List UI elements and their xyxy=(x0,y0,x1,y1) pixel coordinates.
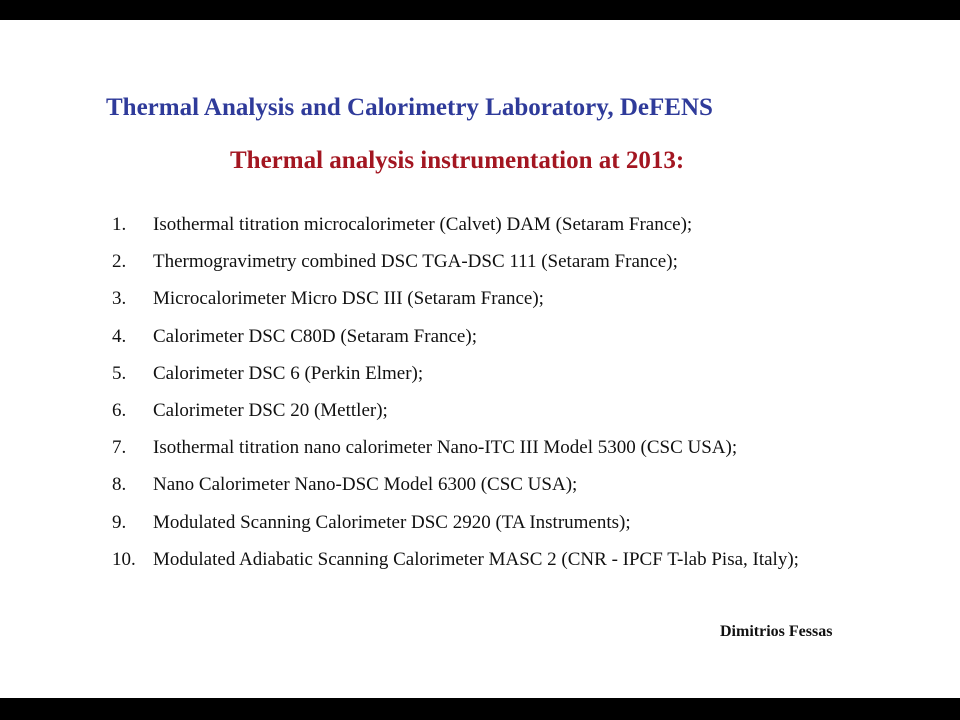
list-item-number: 5. xyxy=(112,362,127,384)
list-item-text: Nano Calorimeter Nano-DSC Model 6300 (CSC USA); xyxy=(153,474,578,496)
author-name: Dimitrios Fessas xyxy=(720,623,833,640)
list-item-number: 4. xyxy=(112,325,127,347)
list-item-text: Calorimeter DSC 6 (Perkin Elmer); xyxy=(153,362,424,384)
list-item-text: Microcalorimeter Micro DSC III (Setaram France); xyxy=(153,288,544,310)
slide xyxy=(0,20,960,698)
list-item-number: 7. xyxy=(112,437,127,459)
list-item-text: Calorimeter DSC C80D (Setaram France); xyxy=(153,325,477,347)
list-item-text: Modulated Adiabatic Scanning Calorimeter MASC 2 (CNR - IPCF T-lab Pisa, Italy); xyxy=(153,548,799,570)
list-item-number: 8. xyxy=(112,474,127,496)
list-item-number: 2. xyxy=(112,251,127,273)
slide-subtitle: Thermal analysis instrumentation at 2013: xyxy=(230,147,685,174)
list-item-number: 3. xyxy=(112,288,127,310)
list-item-number: 9. xyxy=(112,511,127,533)
list-item-number: 1. xyxy=(112,214,127,235)
list-item-text: Isothermal titration microcalorimeter (Calvet) DAM (Setaram France); xyxy=(153,214,693,235)
list-item-number: 10. xyxy=(112,548,136,570)
list-item-text: Isothermal titration nano calorimeter Nano-ITC III Model 5300 (CSC USA); xyxy=(153,437,738,459)
lab-title: Thermal Analysis and Calorimetry Laboratory, DeFENS xyxy=(106,94,713,121)
list-item-text: Thermogravimetry combined DSC TGA-DSC 111 (Setaram France); xyxy=(153,251,678,273)
list-item-number: 6. xyxy=(112,399,127,421)
list-item-text: Calorimeter DSC 20 (Mettler); xyxy=(153,399,388,421)
list-item-text: Modulated Scanning Calorimeter DSC 2920 (TA Instruments); xyxy=(153,511,631,533)
